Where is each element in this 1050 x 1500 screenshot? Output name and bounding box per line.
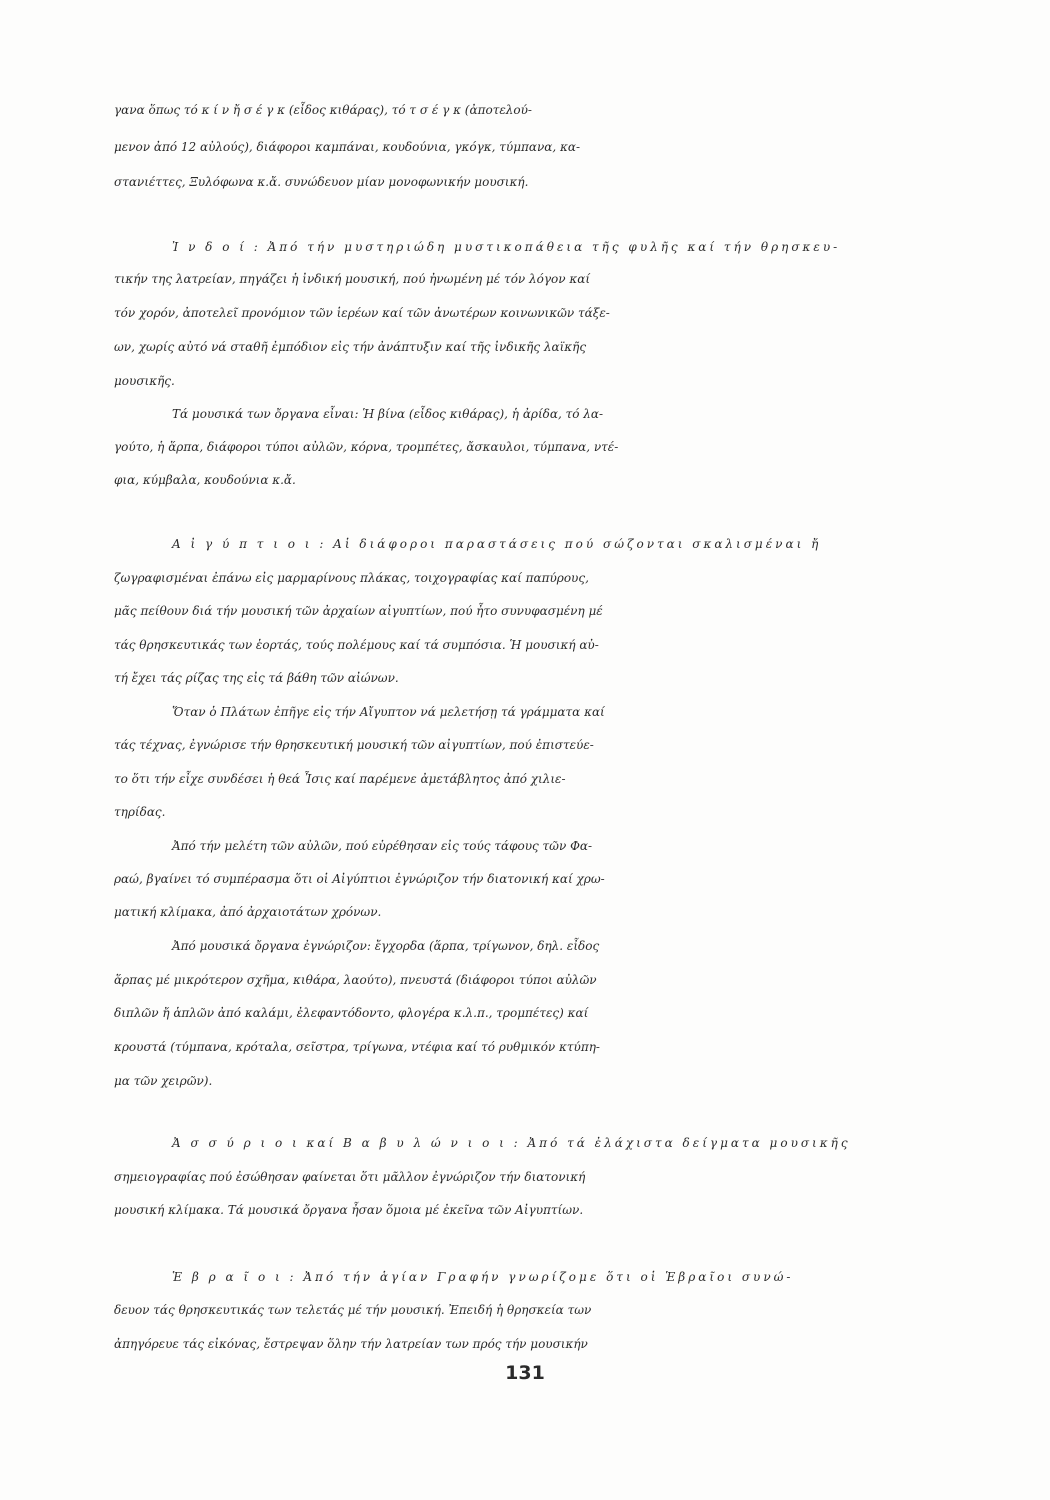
text-line: στανιέττες, Ξυλόφωνα κ.ἄ. συνώδευον μίαν μονοφωνικήν μουσική. (114, 175, 529, 189)
text-line: τάς τέχνας, ἐγνώρισε τήν θρησκευτική μουσική τῶν αἰγυπτίων, πού ἐπιστεύε- (114, 738, 594, 752)
text-line: φια, κύμβαλα, κουδούνια κ.ἄ. (114, 473, 296, 487)
text-line: μουσική κλίμακα. Τά μουσικά ὄργανα ἦσαν ὅμοια μέ ἐκεῖνα τῶν Αἰγυπτίων. (114, 1203, 584, 1217)
text-line: ων, χωρίς αὐτό νά σταθῆ ἐμπόδιον εἰς τήν ἀνάπτυξιν καί τῆς ἰνδικῆς λαϊκῆς (114, 340, 587, 354)
text-line: ραώ, βγαίνει τό συμπέρασμα ὅτι οἱ Αἰγύπτιοι ἐγνώριζον τήν διατονική καί χρω- (114, 872, 605, 886)
text-line: Ὅταν ὁ Πλάτων ἐπῆγε εἰς τήν Αἴγυπτον νά μελετήσῃ τά γράμματα καί (172, 705, 605, 719)
text-line: τάς θρησκευτικάς των ἑορτάς, τούς πολέμους καί τά συμπόσια. Ἡ μουσική αὐ- (114, 638, 599, 652)
text-line: το ὅτι τήν εἶχε συνδέσει ἡ θεά Ἶσις καί παρέμενε ἀμετάβλητος ἀπό χιλιε- (114, 772, 566, 786)
text-line: δευον τάς θρησκευτικάς των τελετάς μέ τήν μουσική. Ἐπειδή ἡ θρησκεία των (114, 1303, 592, 1317)
text-line: τή ἔχει τάς ρίζας της εἰς τά βάθη τῶν αἰώνων. (114, 671, 399, 685)
text-line: κρουστά (τύμπανα, κρόταλα, σεῖστρα, τρίγωνα, ντέφια καί τό ρυθμικόν κτύπη- (114, 1040, 600, 1054)
text-line: Ἀπό τήν μελέτη τῶν αὐλῶν, πού εὑρέθησαν εἰς τούς τάφους τῶν Φα- (172, 839, 593, 853)
text-line: Τά μουσικά των ὄργανα εἶναι: Ἡ βίνα (εἶδος κιθάρας), ἡ ἀρίδα, τό λα- (172, 407, 604, 421)
text-line: μενον ἀπό 12 αὐλούς), διάφοροι καμπάναι, κουδούνια, γκόγκ, τύμπανα, κα- (114, 140, 581, 154)
text-line: γούτο, ἡ ἅρπα, διάφοροι τύποι αὐλῶν, κόρνα, τρομπέτες, ἄσκαυλοι, τύμπανα, ντέ- (114, 440, 619, 454)
text-line: Α ἰ γ ύ π τ ι ο ι : Αἱ διάφοροι παραστάσεις πού σώζονται σκαλισμέναι ἤ (172, 537, 822, 551)
text-line: ματική κλίμακα, ἀπό ἀρχαιοτάτων χρόνων. (114, 905, 382, 919)
text-line: τόν χορόν, ἀποτελεῖ προνόμιον τῶν ἱερέων καί τῶν ἀνωτέρων κοινωνικῶν τάξε- (114, 306, 610, 320)
text-line: Ἰ ν δ ο ί : Ἀπό τήν μυστηριώδη μυστικοπάθεια τῆς φυλῆς καί τήν θρησκευ- (172, 240, 841, 254)
page-number: 131 (505, 1362, 545, 1384)
text-line: ζωγραφισμέναι ἐπάνω εἰς μαρμαρίνους πλάκας, τοιχογραφίας καί παπύρους, (114, 571, 589, 585)
text-line: μουσικῆς. (114, 374, 175, 388)
text-line: Ἑ β ρ α ῖ ο ι : Ἀπό τήν ἁγίαν Γραφήν γνωρίζομε ὅτι οἱ Ἑβραῖοι συνώ- (172, 1270, 794, 1284)
text-line: διπλῶν ἤ ἁπλῶν ἀπό καλάμι, ἐλεφαντόδοντο, φλογέρα κ.λ.π., τρομπέτες) καί (114, 1006, 589, 1020)
text-line: ἅρπας μέ μικρότερον σχῆμα, κιθάρα, λαούτο), πνευστά (διάφοροι τύποι αὐλῶν (114, 973, 597, 987)
text-line: τικήν της λατρείαν, πηγάζει ἡ ἰνδική μουσική, πού ἠνωμένη μέ τόν λόγον καί (114, 272, 591, 286)
text-line: μα τῶν χειρῶν). (114, 1074, 213, 1088)
text-line: Ἀπό μουσικά ὄργανα ἐγνώριζον: ἔγχορδα (ἅρπα, τρίγωνον, δηλ. εἶδος (172, 939, 600, 953)
text-line: μᾶς πείθουν διά τήν μουσική τῶν ἀρχαίων αἰγυπτίων, πού ἦτο συνυφασμένη μέ (114, 604, 603, 618)
text-line: σημειογραφίας πού ἐσώθησαν φαίνεται ὅτι μᾶλλον ἐγνώριζον τήν διατονική (114, 1170, 586, 1184)
text-line: γανα ὅπως τό κ ί ν ἤ σ έ γ κ (εἶδος κιθάρας), τό τ σ έ γ κ (ἀποτελού- (114, 103, 532, 117)
text-line: τηρίδας. (114, 805, 166, 819)
text-line: ἀπηγόρευε τάς εἰκόνας, ἔστρεψαν ὅλην τήν λατρείαν των πρός τήν μουσικήν (114, 1337, 588, 1351)
text-line: Ἀ σ σ ύ ρ ι ο ι καί Β α β υ λ ώ ν ι ο ι : Ἀπό τά ἐλάχιστα δείγματα μουσικῆς (172, 1136, 851, 1150)
